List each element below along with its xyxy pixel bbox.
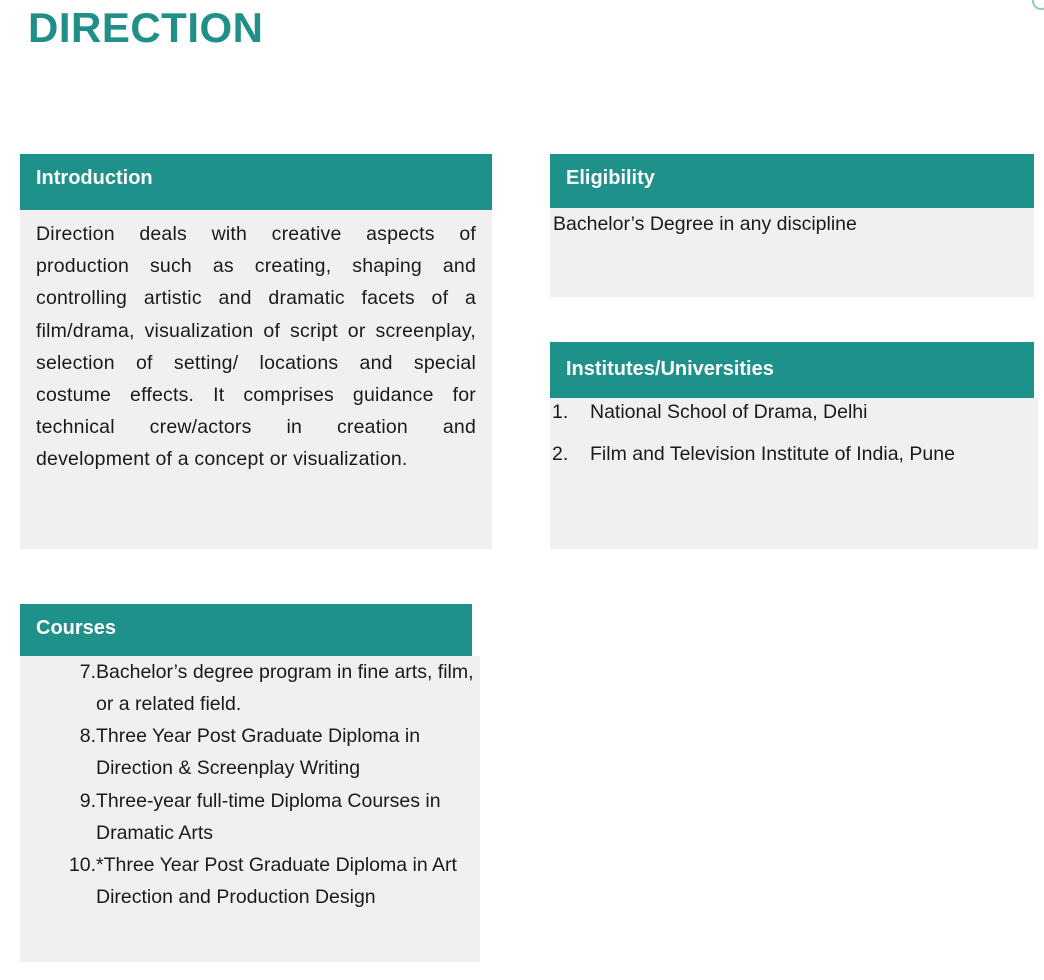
list-item-text: Three-year full-time Diploma Courses in Dramatic Arts — [96, 790, 441, 845]
introduction-text: Direction deals with creative aspects of production such as creating, shaping and controlling artistic and dramatic facets of a film/drama, visualization of script or screenplay, selection of setting/ locations and special costume effects. It comprises guidance for technical crew/actors in creation and development of a concept or visualization. — [36, 223, 476, 471]
institutes-heading: Institutes/Universities — [550, 342, 1034, 398]
list-item-text: Bachelor’s degree program in fine arts, film, or a related field. — [96, 661, 474, 716]
list-item-text: *Three Year Post Graduate Diploma in Art Direction and Production Design — [96, 854, 457, 909]
eligibility-body — [550, 208, 1034, 297]
list-item-number: 1. — [552, 401, 569, 423]
list-item-text: Three Year Post Graduate Diploma in Direction & Screenplay Writing — [96, 725, 421, 780]
eligibility-panel — [550, 154, 1034, 297]
list-item-number: 7. — [79, 661, 96, 683]
page-title: DIRECTION — [28, 4, 264, 51]
list-item-text: Film and Television Institute of India, Pune — [590, 443, 955, 465]
courses-heading: Courses — [20, 604, 472, 656]
introduction-panel — [20, 154, 492, 549]
eligibility-heading: Eligibility — [550, 154, 1034, 208]
introduction-heading: Introduction — [20, 154, 492, 210]
corner-decoration — [1032, 0, 1044, 10]
institutes-list — [550, 398, 1038, 549]
list-item-number: 9. — [79, 790, 96, 812]
list-item-number: 10. — [68, 854, 96, 876]
list-item-number: 2. — [552, 443, 569, 465]
introduction-body — [20, 210, 492, 549]
list-item-text: National School of Drama, Delhi — [590, 401, 868, 423]
courses-list — [20, 656, 480, 962]
eligibility-text: Bachelor’s Degree in any discipline — [553, 213, 857, 235]
courses-panel — [20, 604, 480, 962]
institutes-panel — [550, 342, 1038, 549]
list-item-number: 8. — [79, 725, 96, 747]
